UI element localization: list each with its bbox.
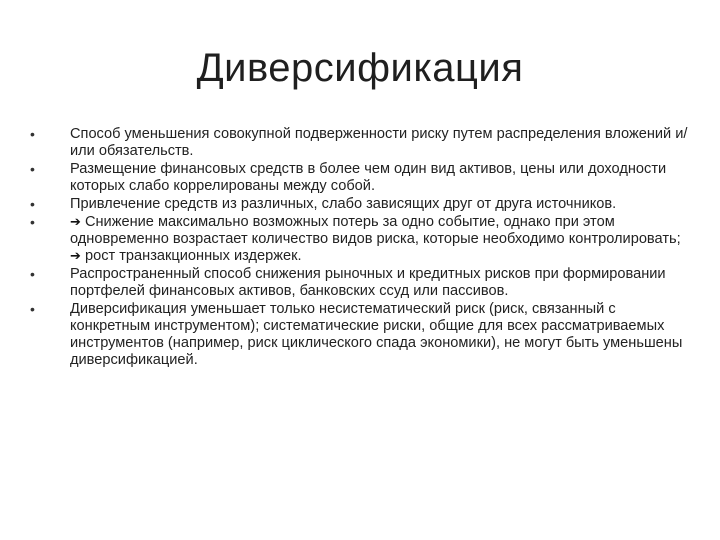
bullet-icon: •: [30, 301, 35, 317]
list-item: [30, 301, 695, 369]
bullet-list: [30, 126, 695, 370]
list-item-text: Способ уменьшения совокупной подверженности риску путем распределения вложений и/или обязательств.: [70, 126, 688, 159]
arrow-right-icon: ➔: [70, 215, 81, 230]
list-item-text: Привлечение средств из различных, слабо зависящих друг от друга источников.: [70, 196, 617, 212]
list-item-text: Распространенный способ снижения рыночных и кредитных рисков при формировании портфелей финансовых активов, банковских ссуд или пассивов.: [70, 266, 666, 299]
list-item: [30, 126, 695, 160]
bullet-icon: •: [30, 126, 35, 142]
list-item-text: рост транзакционных издержек.: [80, 248, 302, 264]
slide-title: Диверсификация: [196, 46, 524, 90]
list-item: [30, 161, 695, 195]
bullet-icon: •: [30, 266, 35, 282]
list-item-text: Снижение максимально возможных потерь за одно событие, однако при этом одновременно возрастает количество видов риска, которые необходимо контролировать;: [70, 214, 681, 247]
bullet-icon: •: [30, 214, 35, 230]
list-item: [30, 196, 695, 213]
list-item: [30, 266, 695, 300]
list-item: [30, 214, 695, 265]
bullet-icon: •: [30, 196, 35, 212]
bullet-icon: •: [30, 161, 35, 177]
list-item-text: Размещение финансовых средств в более чем один вид активов, цены или доходности которых слабо коррелированы между собой.: [70, 161, 667, 194]
arrow-right-icon: ➔: [70, 249, 81, 264]
list-item-text: Диверсификация уменьшает только несистематический риск (риск, связанный с конкретным инструментом); систематические риски, общие для всех рассматриваемых инструментов (например, риск циклического спада экономики), не могут быть уменьшены диверсификацией.: [70, 301, 683, 368]
